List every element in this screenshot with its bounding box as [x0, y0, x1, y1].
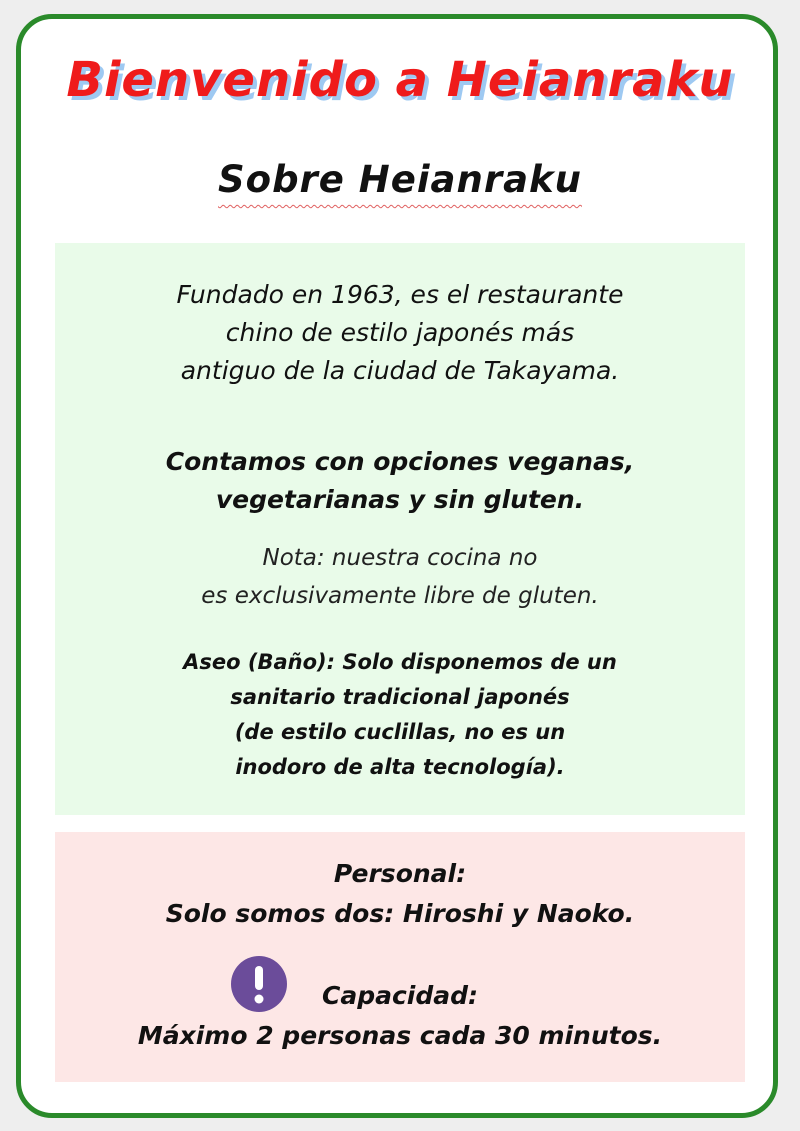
section-title: Sobre Heianraku [218, 158, 582, 201]
dietary-options-text [55, 443, 745, 519]
gluten-note [55, 539, 745, 615]
note-line: es exclusivamente libre de gluten. [201, 583, 599, 609]
page-title: Bienvenido a Heianraku [66, 52, 734, 108]
subtitle-wrap [0, 158, 800, 205]
staff-label: Personal: [333, 859, 467, 888]
note-line: Nota: nuestra cocina no [262, 545, 538, 571]
capacity-label: Capacidad: [321, 981, 479, 1010]
intro-line: antiguo de la ciudad de Takayama. [180, 356, 620, 385]
restroom-line: (de estilo cuclillas, no es un [234, 720, 566, 744]
intro-text [55, 276, 745, 390]
intro-line: Fundado en 1963, es el restaurante [176, 280, 624, 309]
restroom-line: Aseo (Baño): Solo disponemos de un [183, 650, 617, 674]
restroom-text [55, 645, 745, 785]
restroom-line: inodoro de alta tecnología). [235, 755, 565, 779]
restroom-line: sanitario tradicional japonés [230, 685, 570, 709]
intro-line: chino de estilo japonés más [225, 318, 575, 347]
options-line: vegetarianas y sin gluten. [215, 485, 585, 514]
staff-value: Solo somos dos: Hiroshi y Naoko. [165, 899, 635, 928]
options-line: Contamos con opciones veganas, [165, 447, 635, 476]
capacity-value: Máximo 2 personas cada 30 minutos. [137, 1021, 663, 1050]
